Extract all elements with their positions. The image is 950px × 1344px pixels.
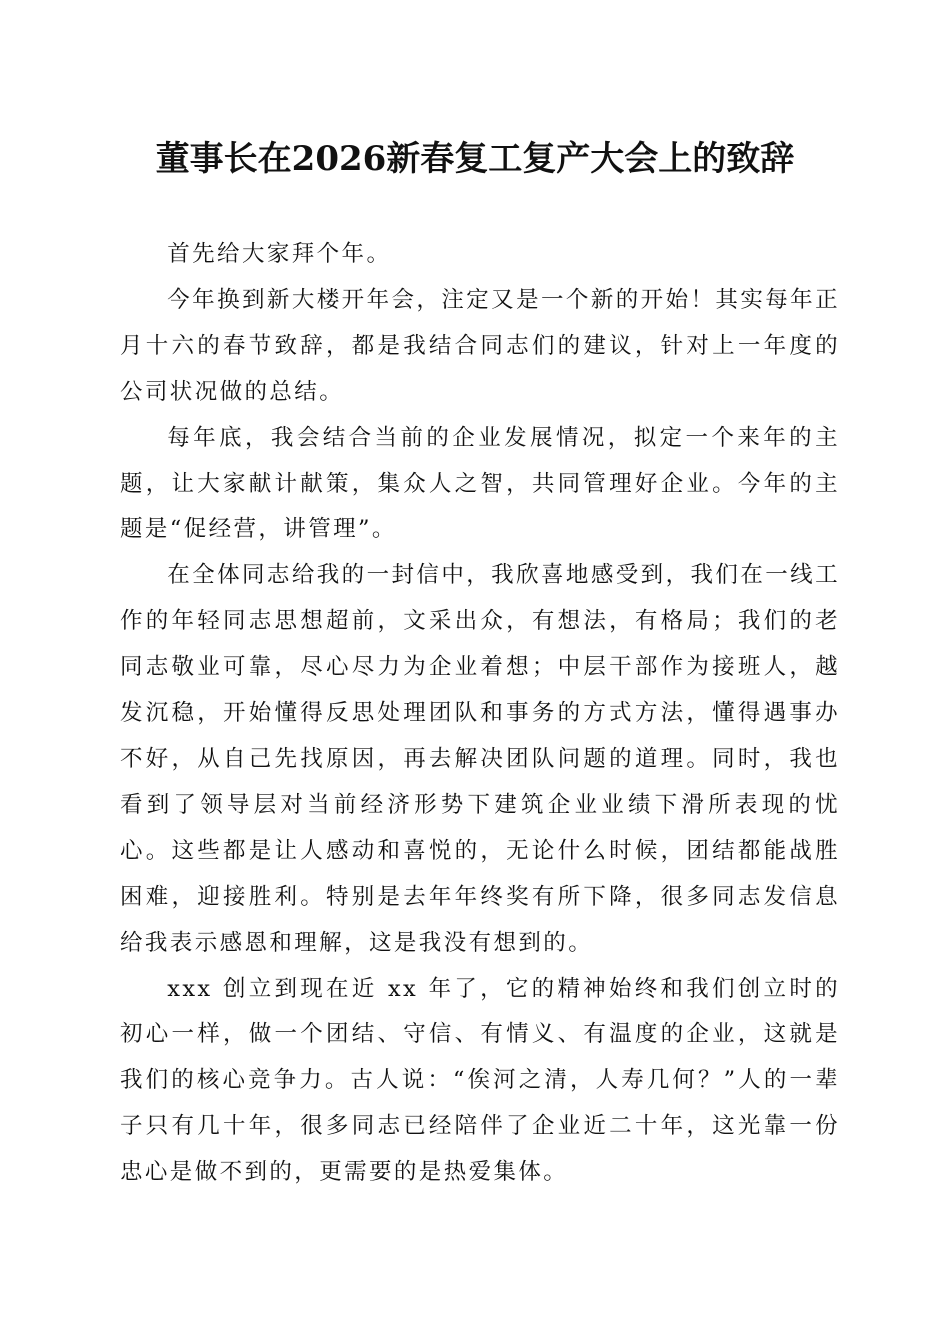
paragraph-4: 在全体同志给我的一封信中，我欣喜地感受到，我们在一线工作的年轻同志思想超前，文采出众，有想法，有格局；我们的老同志敬业可靠，尽心尽力为企业着想；中层干部作为接班人，越发沉稳，开始懂得反思处理团队和事务的方式方法，懂得遇事办不好，从自己先找原因，再去解决团队问题的道理。同时，我也看到了领导层对当前经济形势下建筑企业业绩下滑所表现的忧心。这些都是让人感动和喜悦的，无论什么时候，团结都能战胜困难，迎接胜利。特别是去年年终奖有所下降，很多同志发信息给我表示感恩和理解，这是我没有想到的。 — [120, 562, 840, 956]
paragraph-1: 首先给大家拜个年。 — [167, 241, 392, 267]
paragraph-2: 今年换到新大楼开年会，注定又是一个新的开始！其实每年正月十六的春节致辞，都是我结合同志们的建议，针对上一年度的公司状况做的总结。 — [120, 286, 840, 405]
document-body — [120, 232, 840, 1196]
document-title: 董事长在2026新春复工复产大会上的致辞 — [155, 139, 795, 179]
paragraph-3: 每年底，我会结合当前的企业发展情况，拟定一个来年的主题，让大家献计献策，集众人之智，共同管理好企业。今年的主题是“促经营，讲管理”。 — [120, 424, 840, 543]
paragraph-5: xxx 创立到现在近 xx 年了，它的精神始终和我们创立时的初心一样，做一个团结、守信、有情义、有温度的企业，这就是我们的核心竞争力。古人说：“俟河之清，人寿几何？”人的一辈子只有几十年，很多同志已经陪伴了企业近二十年，这光靠一份忠心是做不到的，更需要的是热爱集体。 — [120, 975, 840, 1186]
